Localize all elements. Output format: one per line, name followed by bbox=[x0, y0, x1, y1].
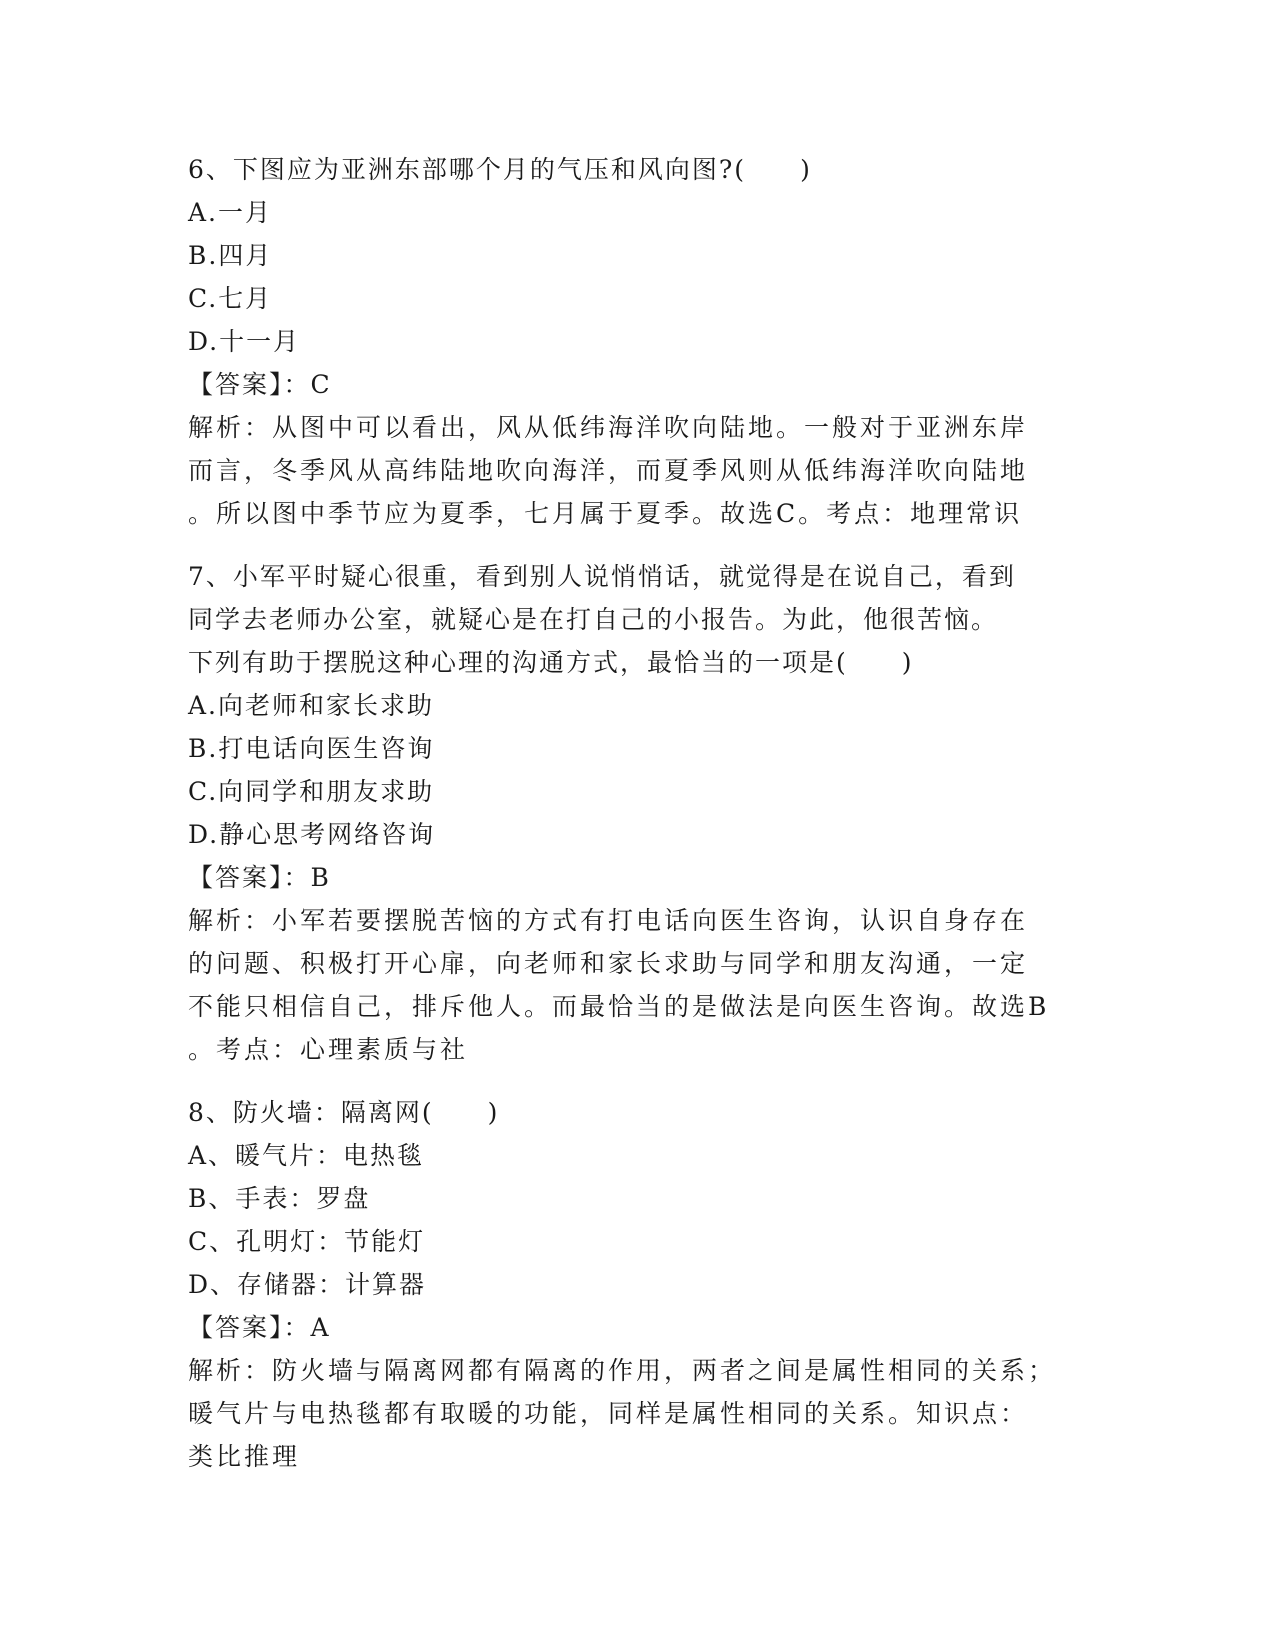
option-b: B.打电话向医生咨询 bbox=[188, 734, 435, 763]
analysis-line: 类比推理 bbox=[188, 1442, 301, 1471]
question-8 bbox=[188, 1091, 1088, 1478]
answer: 【答案】：A bbox=[188, 1313, 331, 1342]
question-stem: 同学去老师办公室，就疑心是在打自己的小报告。为此，他很苦恼。 bbox=[188, 605, 999, 634]
analysis-line: 不能只相信自己，排斥他人。而最恰当的是做法是向医生咨询。故选B bbox=[188, 992, 1050, 1021]
question-6 bbox=[188, 148, 1088, 535]
analysis-line: 解析：防火墙与隔离网都有隔离的作用，两者之间是属性相同的关系； bbox=[188, 1356, 1057, 1385]
analysis bbox=[188, 406, 1088, 535]
analysis-line: 。考点：心理素质与社 bbox=[188, 1035, 469, 1064]
option-c: C.向同学和朋友求助 bbox=[188, 777, 435, 806]
question-stem: 下列有助于摆脱这种心理的沟通方式，最恰当的一项是( ) bbox=[188, 648, 914, 677]
analysis-line: 暖气片与电热毯都有取暖的功能，同样是属性相同的关系。知识点： bbox=[188, 1399, 1029, 1428]
question-stem: 6、下图应为亚洲东部哪个月的气压和风向图?( ) bbox=[188, 155, 812, 184]
analysis bbox=[188, 899, 1088, 1071]
option-b: B.四月 bbox=[188, 241, 273, 270]
answer: 【答案】：B bbox=[188, 863, 331, 892]
question-7 bbox=[188, 555, 1088, 1071]
option-d: D、存储器：计算器 bbox=[188, 1270, 427, 1299]
analysis-line: 而言，冬季风从高纬陆地吹向海洋，而夏季风则从低纬海洋吹向陆地 bbox=[188, 456, 1029, 485]
option-a: A.一月 bbox=[188, 198, 273, 227]
option-d: D.十一月 bbox=[188, 327, 301, 356]
option-d: D.静心思考网络咨询 bbox=[188, 820, 436, 849]
analysis bbox=[188, 1349, 1088, 1478]
option-b: B、手表：罗盘 bbox=[188, 1184, 371, 1213]
analysis-line: 的问题、积极打开心扉，向老师和家长求助与同学和朋友沟通，一定 bbox=[188, 949, 1029, 978]
analysis-line: 解析：从图中可以看出，风从低纬海洋吹向陆地。一般对于亚洲东岸 bbox=[188, 413, 1029, 442]
option-c: C、孔明灯：节能灯 bbox=[188, 1227, 426, 1256]
analysis-line: 。所以图中季节应为夏季，七月属于夏季。故选C。考点：地理常识 bbox=[188, 499, 1023, 528]
analysis-line: 解析：小军若要摆脱苦恼的方式有打电话向医生咨询，认识自身存在 bbox=[188, 906, 1029, 935]
question-stem: 8、防火墙：隔离网( ) bbox=[188, 1098, 500, 1127]
option-a: A、暖气片：电热毯 bbox=[188, 1141, 425, 1170]
question-stem: 7、小军平时疑心很重，看到别人说悄悄话，就觉得是在说自己，看到 bbox=[188, 562, 1016, 591]
answer: 【答案】：C bbox=[188, 370, 332, 399]
option-c: C.七月 bbox=[188, 284, 273, 313]
document-page bbox=[188, 148, 1088, 1498]
option-a: A.向老师和家长求助 bbox=[188, 691, 435, 720]
